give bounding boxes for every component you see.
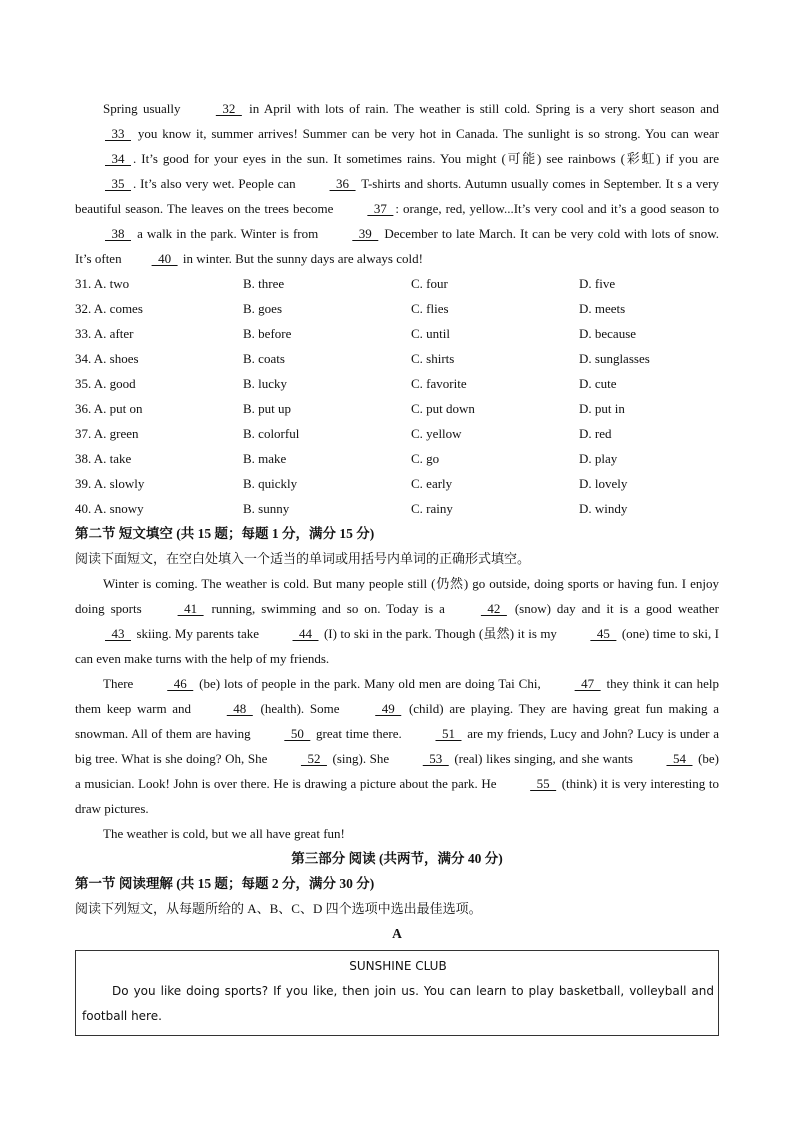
blank-54: 54 xyxy=(666,751,693,766)
passage-text: There xyxy=(103,676,138,691)
option-b[interactable]: B. make xyxy=(243,451,287,466)
option-a[interactable]: 32. A. comes xyxy=(75,301,143,316)
reading-instruction: 阅读下列短文，从每题所给的 A、B、C、D 四个选项中选出最佳选项。 xyxy=(75,901,482,916)
option-a[interactable]: 37. A. green xyxy=(75,426,139,441)
passage-text: (think) it is very interesting to draw pictures. xyxy=(75,776,719,816)
passage-text: they think it can help them keep warm and xyxy=(75,676,719,716)
passage-text: are my friends, Lucy and John? Lucy is under a big tree. What is she doing? Oh, She xyxy=(75,726,719,766)
blank-36: 36 xyxy=(329,176,356,191)
fill-blank-passage xyxy=(75,571,719,846)
option-a[interactable]: 35. A. good xyxy=(75,376,136,391)
option-d[interactable]: D. sunglasses xyxy=(579,351,650,366)
option-d[interactable]: D. lovely xyxy=(579,476,628,491)
blank-32: 32 xyxy=(215,101,242,116)
multiple-choice-list xyxy=(75,271,719,521)
option-a[interactable]: 39. A. slowly xyxy=(75,476,145,491)
blank-51: 51 xyxy=(435,726,462,741)
passage-text: a walk in the park. Winter is from xyxy=(133,226,323,241)
section-2-instruction: 阅读下面短文，在空白处填入一个适当的单词或用括号内单词的正确形式填空。 xyxy=(75,551,531,566)
passage-text: T-shirts and shorts. Autumn usually comes in September. It s a very beautiful season. The leaves on the trees become xyxy=(75,176,720,216)
passage-text: December to late March. It can be very cold with lots of snow. It’s often xyxy=(75,226,719,266)
passage-text: in April with lots of rain. The weather is still cold. Spring is a very short season and xyxy=(243,101,719,116)
blank-41: 41 xyxy=(177,601,204,616)
passage-text: (child) are playing. They are having great fun making a snowman. All of them are having xyxy=(75,701,719,741)
exam-page xyxy=(75,96,719,1036)
option-d[interactable]: D. play xyxy=(579,451,618,466)
blank-39: 39 xyxy=(352,226,379,241)
passage-text: : orange, red, yellow...It’s very cool and it’s a good season to xyxy=(395,201,719,216)
blank-47: 47 xyxy=(574,676,601,691)
option-a[interactable]: 40. A. snowy xyxy=(75,501,144,516)
option-c[interactable]: C. early xyxy=(411,476,453,491)
paragraph xyxy=(75,821,719,846)
blank-49: 49 xyxy=(375,701,402,716)
reading-section-heading: 第一节 阅读理解 (共 15 题；每题 2 分，满分 30 分) xyxy=(75,876,375,891)
blank-46: 46 xyxy=(167,676,194,691)
option-c[interactable]: C. put down xyxy=(411,401,475,416)
option-a[interactable]: 36. A. put on xyxy=(75,401,143,416)
club-title: SUNSHINE CLUB xyxy=(349,959,447,973)
option-c[interactable]: C. yellow xyxy=(411,426,462,441)
option-b[interactable]: B. lucky xyxy=(243,376,288,391)
cloze-passage-1 xyxy=(75,96,719,271)
passage-text: . It’s also very wet. People can xyxy=(133,176,300,191)
blank-43: 43 xyxy=(105,626,131,641)
question-31 xyxy=(75,271,719,296)
option-c[interactable]: C. shirts xyxy=(411,351,455,366)
passage-text: (be) a musician. Look! John is over there. He is drawing a picture about the park. He xyxy=(75,751,719,791)
blank-34: 34 xyxy=(105,151,131,166)
option-b[interactable]: B. three xyxy=(243,276,285,291)
question-33 xyxy=(75,321,719,346)
option-b[interactable]: B. colorful xyxy=(243,426,300,441)
passage-text: . It’s good for your eyes in the sun. It sometimes rains. You might (可能) see rainbows (彩虹) if you are xyxy=(133,151,719,166)
club-ad-box xyxy=(75,950,719,1036)
blank-42: 42 xyxy=(480,601,507,616)
section-2-heading: 第二节 短文填空 (共 15 题；每题 1 分，满分 15 分) xyxy=(75,526,375,541)
paragraph xyxy=(75,571,719,671)
passage-text: (snow) day and it is a good weather xyxy=(508,601,719,616)
option-a[interactable]: 33. A. after xyxy=(75,326,134,341)
passage-text: (one) time to ski, I can even make turns with the help of my friends. xyxy=(75,626,719,666)
blank-53: 53 xyxy=(422,751,449,766)
blank-37: 37 xyxy=(367,201,394,216)
blank-38: 38 xyxy=(105,226,131,241)
option-a[interactable]: 31. A. two xyxy=(75,276,130,291)
option-c[interactable]: C. rainy xyxy=(411,501,453,516)
option-a[interactable]: 38. A. take xyxy=(75,451,132,466)
question-36 xyxy=(75,396,719,421)
option-c[interactable]: C. go xyxy=(411,451,440,466)
blank-50: 50 xyxy=(284,726,311,741)
option-d[interactable]: D. cute xyxy=(579,376,617,391)
passage-text: in winter. But the sunny days are always cold! xyxy=(179,251,423,266)
passage-text: running, swimming and so on. Today is a xyxy=(205,601,451,616)
option-b[interactable]: B. sunny xyxy=(243,501,290,516)
question-38 xyxy=(75,446,719,471)
passage-text: Winter is coming. The weather is cold. But many people still (仍然) go outside, doing sports or having fun. I enjoy doing sports xyxy=(75,576,719,616)
blank-55: 55 xyxy=(530,776,557,791)
option-d[interactable]: D. because xyxy=(579,326,637,341)
blank-45: 45 xyxy=(590,626,617,641)
passage-text: (real) likes singing, and she wants xyxy=(450,751,637,766)
question-40 xyxy=(75,496,719,521)
option-c[interactable]: C. four xyxy=(411,276,448,291)
part-3-heading: 第三部分 阅读 (共两节，满分 40 分) xyxy=(291,851,503,866)
option-d[interactable]: D. meets xyxy=(579,301,626,316)
question-35 xyxy=(75,371,719,396)
passage-text: (health). Some xyxy=(254,701,346,716)
blank-48: 48 xyxy=(226,701,253,716)
option-c[interactable]: C. flies xyxy=(411,301,449,316)
option-b[interactable]: B. quickly xyxy=(243,476,298,491)
passage-text: (I) to ski in the park. Though (虽然) it is my xyxy=(320,626,561,641)
passage-text: skiing. My parents take xyxy=(133,626,263,641)
blank-35: 35 xyxy=(105,176,131,191)
passage-label: A xyxy=(392,926,402,941)
club-body: Do you like doing sports? If you like, then join us. You can learn to play basketball, volleyball and football here. xyxy=(82,984,714,1023)
option-b[interactable]: B. put up xyxy=(243,401,292,416)
passage-text: (be) lots of people in the park. Many old men are doing Tai Chi, xyxy=(195,676,545,691)
option-b[interactable]: B. before xyxy=(243,326,292,341)
option-b[interactable]: B. goes xyxy=(243,301,282,316)
blank-44: 44 xyxy=(292,626,319,641)
blank-33: 33 xyxy=(105,126,131,141)
blank-52: 52 xyxy=(300,751,327,766)
option-d[interactable]: D. put in xyxy=(579,401,625,416)
paragraph xyxy=(75,671,719,821)
passage-text: you know it, summer arrives! Summer can be very hot in Canada. The sunlight is so strong. You can wear xyxy=(133,126,719,141)
option-d[interactable]: D. red xyxy=(579,426,612,441)
question-37 xyxy=(75,421,719,446)
passage-text: (sing). She xyxy=(328,751,393,766)
question-39 xyxy=(75,471,719,496)
option-c[interactable]: C. favorite xyxy=(411,376,467,391)
blank-40: 40 xyxy=(151,251,178,266)
question-34 xyxy=(75,346,719,371)
question-32 xyxy=(75,296,719,321)
option-d[interactable]: D. windy xyxy=(579,501,628,516)
passage-text: The weather is cold, but we all have great fun! xyxy=(103,826,345,841)
passage-text: Spring usually xyxy=(103,101,186,116)
option-c[interactable]: C. until xyxy=(411,326,451,341)
passage-text: great time there. xyxy=(312,726,406,741)
option-d[interactable]: D. five xyxy=(579,276,616,291)
option-b[interactable]: B. coats xyxy=(243,351,285,366)
option-a[interactable]: 34. A. shoes xyxy=(75,351,139,366)
